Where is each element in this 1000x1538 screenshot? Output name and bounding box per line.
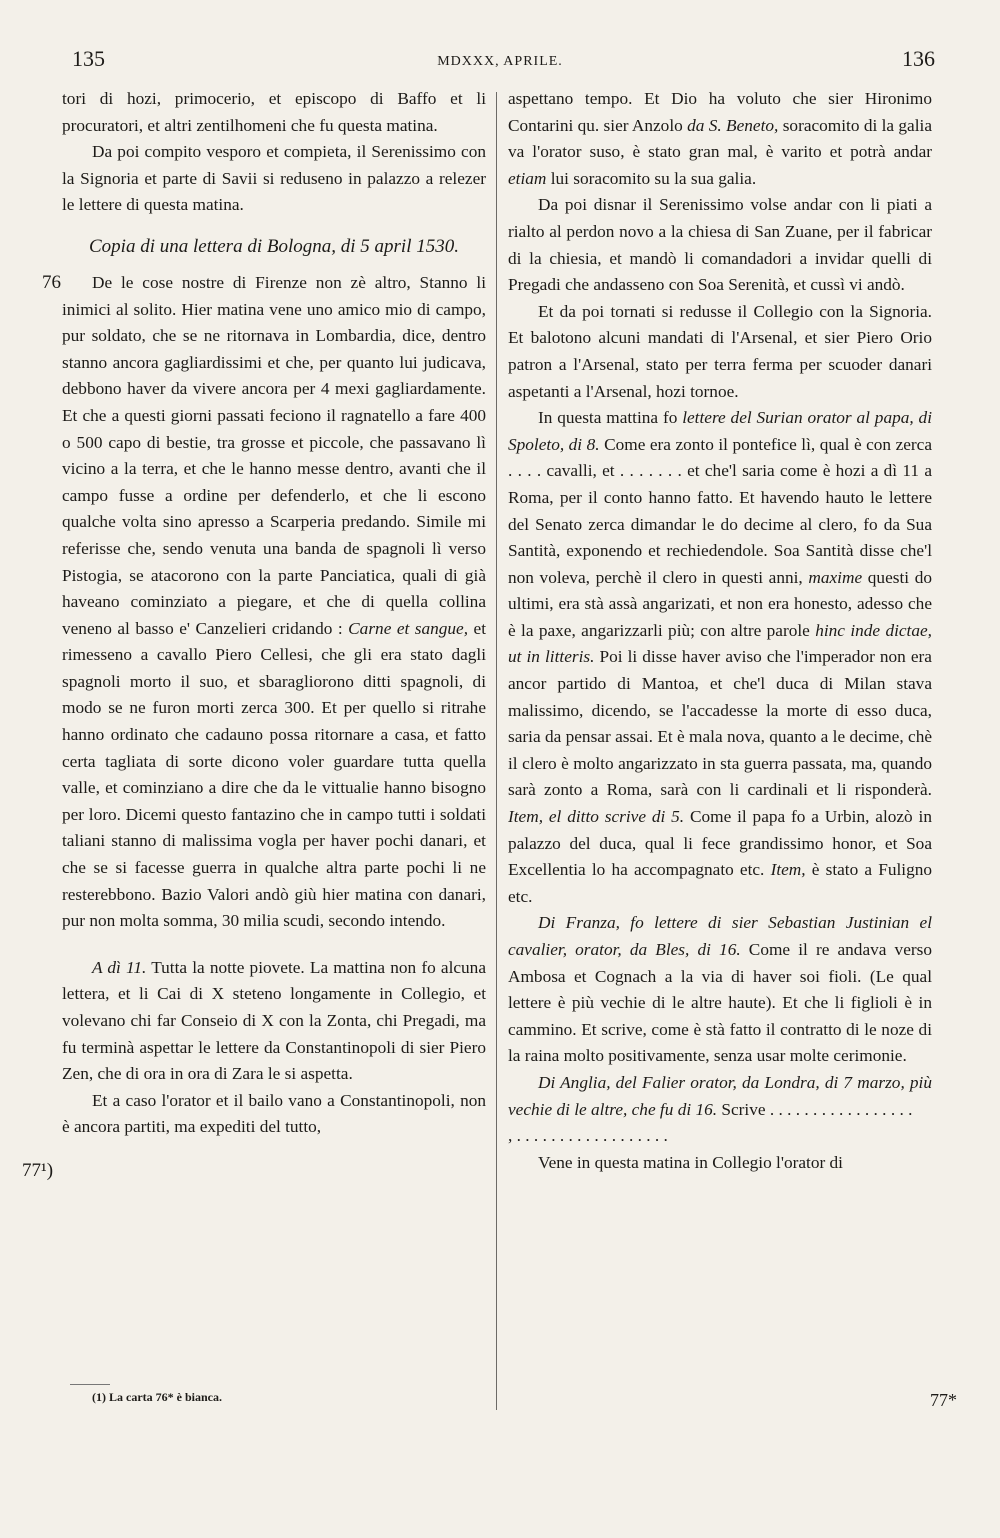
italic-text: maxime — [808, 567, 863, 587]
italic-text: Item, el ditto scrive di 5. — [508, 807, 685, 827]
column-divider — [496, 92, 497, 1410]
paragraph: Et a caso l'orator et il bailo vano a Constantinopoli, non è ancora partiti, ma expediti del tutto, — [62, 1090, 486, 1137]
right-column — [508, 86, 932, 1466]
text-span: soracomito di la galia va l'orator suso, è stato gran mal, è varito et potrà andar — [508, 115, 932, 162]
margin-number-77-right: 77* — [930, 1390, 957, 1410]
paragraph: Da poi compito vesporo et compieta, il Serenissimo con la Signoria et parte di Savii si reduseno in palazzo a relezer le lettere di questa matina. — [62, 142, 486, 215]
date-label: A dì 11. — [92, 957, 147, 977]
text-span: è stato a Fuligno etc. — [508, 860, 932, 906]
italic-text: Carne et sangue, — [348, 618, 469, 638]
paragraph: Da poi disnar il Serenissimo volse andar con li piati a rialto al perdon novo a la chiesa di San Zuane, per il fabricar di la chiesia, et mandò li comandadori a invidar quelli di Pregadi che andasseno con Soa Serenità, et cussì vi andò. — [508, 195, 932, 295]
paragraph: Vene in questa matina in Collegio l'orator di — [538, 1152, 843, 1172]
italic-text: lettere del Surian orator al papa, di Spoleto, di 8. — [508, 408, 932, 454]
italic-text: Di Franza, fo lettere di sier Sebastian Justinian el cavalier, orator, da Bles, di 16. — [508, 913, 932, 959]
italic-text: etiam — [508, 168, 547, 188]
letter-paragraph — [62, 270, 486, 935]
left-column — [62, 86, 486, 1466]
italic-text: da S. Beneto, — [687, 115, 779, 135]
italic-text: Di Anglia, del Falier orator, da Londra, di 7 marzo, più vechie di le altre, che fu di 16. — [508, 1072, 932, 1119]
text-span: De le cose nostre di Firenze non zè altro, Stanno li inimici al solito. Hier matina vene uno amico mio di campo, pur soldato, che se ne ritornava in Lombardia, dice, dentro stanno ancora gagliardissimi et che, per quanto lui judicava, debbono haver da vivere ancora per 4 mexi gagliardamente. Et che a questi giorni passati feciono il ragnatello a fare 400 o 500 capo di bestie, tra grosse et piccole, che passavano lì vicino a la terra, et che le hanno messe dentro, avanti che il campo fusse a ordine per defenderlo, et che li escono qualche volta sino apresso a Scarperia predando. Simile mi referisse che, sendo venuta una banda de spagnoli lì verso Pistogia, se atacorono con la parte Panciatica, quali di già haveano cominziato a piegare, et che di quella collina veneno al basso e' Canzelieri cridando : — [62, 272, 486, 638]
paragraph — [508, 86, 932, 192]
paragraph — [508, 910, 932, 1070]
text-span: Tutta la notte piovete. La mattina non fo alcuna lettera, et li Cai di X steteno longamente in Collegio, et volevano chi far Conseio di X con la Zonta, chi Pregadi, ma fu terminà aspettar le lettere da Constantinopoli di sier Piero Zen, che di ora in ora di Zara le si aspetta. — [62, 957, 486, 1084]
paragraph — [62, 955, 486, 1088]
paragraph: Et da poi tornati si redusse il Collegio con la Signoria. Et balotono alcuni mandati di l'Arsenal, et sier Piero Orio patron a l'Arsenal, stato per terra ferma per scuoder danari aspetanti a l'Arsenal, hozi tornoe. — [508, 301, 932, 401]
text-span: aspettano tempo. Et Dio ha voluto che sier Hironimo Contarini qu. sier Anzolo — [508, 89, 932, 135]
text-span: In questa mattina fo — [538, 408, 678, 428]
text-span: Scrive . . . . . . . . . . . . . . . . . — [721, 1099, 913, 1119]
text-span: Come il re andava verso Ambosa et Cognach a la via di haver soi fioli. (Le qual lettere è più vechie di le altre haute). Et che li figlioli è in cammino. Et scrive, come è stà fatto il contratto di le noze di la raina molto positivamente, senza usar molte cerimonie. — [508, 940, 932, 1066]
paragraph: tori di hozi, primocerio, et episcopo di Baffo et li procuratori, et altri zentilhomeni che fu questa matina. — [62, 89, 486, 135]
page-number-left: 135 — [72, 46, 105, 71]
text-span: et rimesseno a cavallo Piero Cellesi, che gli era stato dagli spagnoli morto il suo, et sbaragliorono ditti spagnoli, di modo se ne furon morti zerca 300. Et per quello si ritrahe hanno ordinato che cadauno possa ritornare a casa, et fatto certa tagliata di sorte dicono voler guardare tutta quella valle, et cominziano a dire che da le vittualie hanno bisogno per loro. Dicemi questo fantazino che in campo tutti i soldati taliani stanno di malissima vogla per haver pochi danari, et che se si facesse guerra in qualche altra parte pochi li ne resterebbono. Bazio Valori andò giù hier matina con danari, pur non molta somma, 30 milia scudi, secondo intendo. — [62, 618, 486, 931]
paragraph — [508, 405, 932, 910]
page-number-right: 136 — [902, 46, 935, 71]
text-span: Poi li disse haver aviso che l'imperador non era ancor partido di Mantoa, et che'l duca di Milan stava malissimo, dicendo, se l'accadesse la morte di esso duca, saria da pensar assai. Et è mala nova, quanto a le decime, chè il clero è molto angarizzato in sta guerra passata, ma, quando sarà zonto a Roma, sarà con li cardinali et li risponderà. — [508, 647, 932, 800]
text-span: lui soracomito su la sua galia. — [550, 168, 757, 188]
margin-number-76: 76 — [42, 272, 61, 293]
running-header — [0, 46, 1000, 86]
text-span: questi do ultimi, era stà assà angarizati, et non era honesto, adesso che è la paxe, angarizzarli più; con altre parole — [508, 567, 932, 640]
letter-heading: Copia di una lettera di Bologna, di 5 april 1530. — [89, 235, 459, 257]
running-title: MDXXX, APRILE. — [437, 54, 563, 69]
margin-number-77-left: 77¹) — [22, 1160, 54, 1181]
footnote-rule — [70, 1384, 110, 1385]
paragraph: , . . . . . . . . . . . . . . . . . . — [508, 1126, 668, 1146]
footnote: (1) La carta 76* è bianca. — [92, 1390, 222, 1404]
text-span: Come era zonto il pontefice lì, qual è con zerca . . . . cavalli, et . . . . . . . et che'l saria come è hozi a dì 11 a Roma, per il conto hanno fatto. Et havendo hauto le lettere del Senato zerca dimandar le do decime al clero, fo da Sua Santità, exponendo et rechiedendole. Soa Santità disse che'l non voleva, perchè il clero in questi anni, — [508, 434, 932, 587]
text-span: Come il papa fo a Urbin, alozò in palazzo del duca, qual li fece grandissimo honor, et Soa Excellentia lo ha accompagnato etc. — [508, 807, 932, 880]
paragraph — [508, 1070, 932, 1123]
italic-text: hinc inde dictae, ut in litteris. — [508, 620, 932, 667]
spacer — [62, 935, 486, 955]
italic-text: Item, — [770, 860, 806, 880]
